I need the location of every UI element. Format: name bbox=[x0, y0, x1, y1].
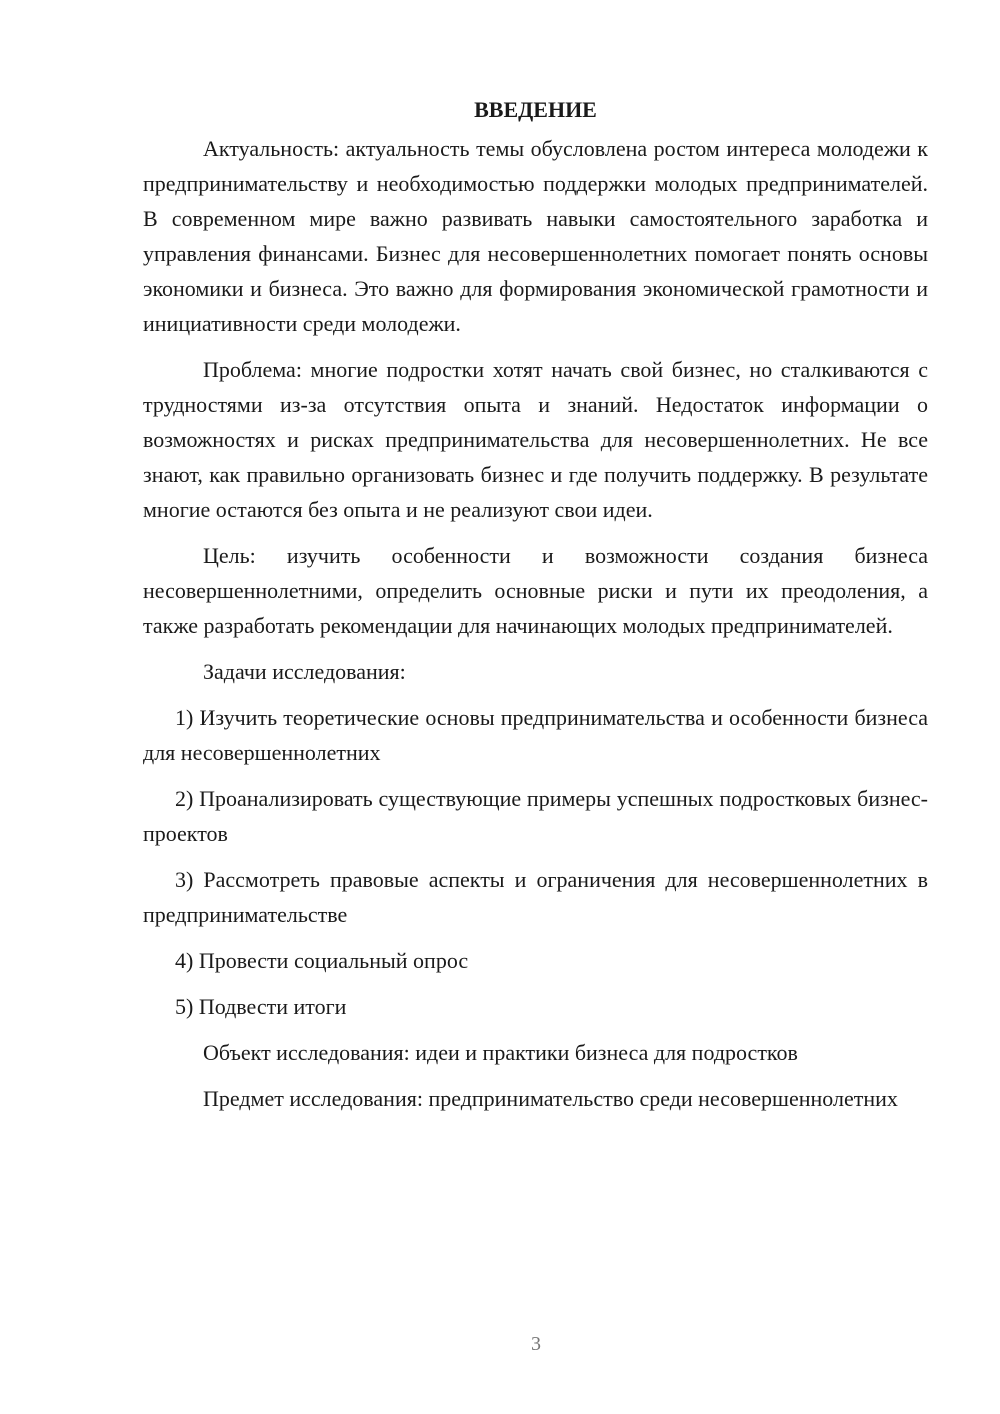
goal-paragraph: Цель: изучить особенности и возможности создания бизнеса несовершеннолетними, определить основные риски и пути их преодоления, а также разработать рекомендации для начинающих молодых предпринимателей. bbox=[143, 543, 928, 638]
page-number: 3 bbox=[531, 1333, 541, 1355]
problem-paragraph: Проблема: многие подростки хотят начать свой бизнес, но сталкиваются с трудностями из-за отсутствия опыта и знаний. Недостаток информации о возможностях и рисках предпринимательства для несовершеннолетних. Не все знают, как правильно организовать бизнес и где получить поддержку. В результате многие остаются без опыта и не реализуют свои идеи. bbox=[143, 357, 928, 522]
task-item-1: 1) Изучить теоретические основы предпринимательства и особенности бизнеса для несовершеннолетних bbox=[143, 705, 928, 765]
task-item-4: 4) Провести социальный опрос bbox=[175, 948, 469, 973]
task-item-2: 2) Проанализировать существующие примеры успешных подростковых бизнес-проектов bbox=[143, 786, 928, 846]
object-paragraph: Объект исследования: идеи и практики бизнеса для подростков bbox=[203, 1040, 798, 1065]
relevance-paragraph: Актуальность: актуальность темы обусловлена ростом интереса молодежи к предпринимательству и необходимостью поддержки молодых предпринимателей. В современном мире важно развивать навыки самостоятельного заработка и управления финансами. Бизнес для несовершеннолетних помогает понять основы экономики и бизнеса. Это важно для формирования экономической грамотности и инициативности среди молодежи. bbox=[143, 136, 928, 336]
task-item-5: 5) Подвести итоги bbox=[175, 994, 347, 1019]
tasks-heading: Задачи исследования: bbox=[203, 659, 406, 684]
task-item-3: 3) Рассмотреть правовые аспекты и ограничения для несовершеннолетних в предпринимательстве bbox=[143, 867, 928, 927]
subject-paragraph: Предмет исследования: предпринимательство среди несовершеннолетних bbox=[203, 1086, 898, 1111]
document-page bbox=[143, 92, 928, 1127]
page-title: ВВЕДЕНИЕ bbox=[474, 97, 597, 122]
